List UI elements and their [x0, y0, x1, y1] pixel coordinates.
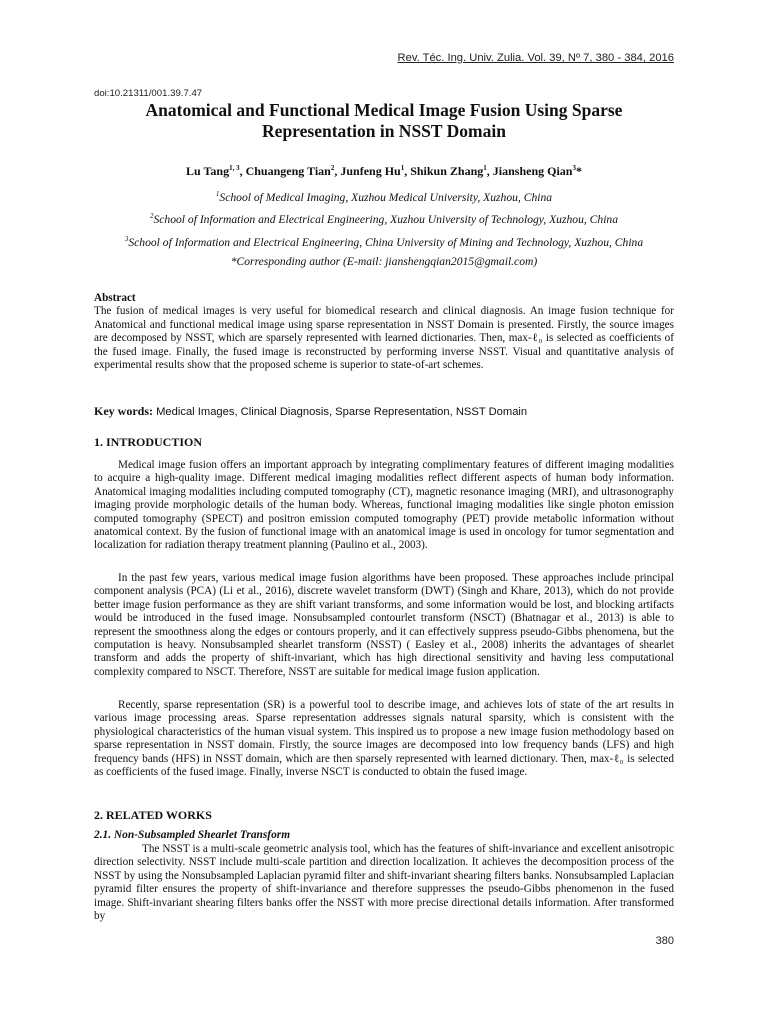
author-separator: ,: [239, 164, 246, 178]
abstract-text: The fusion of medical images is very useful for biomedical research and clinical diagnosis. An image fusion technique for Anatomical and functional medical image using sparse representation in NSST Domain is presented. Firstly, the source images are decomposed by NSST, which are sparsely represented with learned dictionaries. Then, max-ℓ₀ is selected as coefficients of the fused image. Finally, the fused image is reconstructed by performing inverse NSST. Visual and quantitative analysis of experimental results show that the proposed scheme is superior to state-of-art schemes.: [94, 305, 674, 371]
author-affil-sup: 1: [483, 164, 487, 172]
doi: doi:10.21311/001.39.7.47: [94, 88, 203, 99]
affiliation-text: School of Information and Electrical Engineering, China University of Mining and Technology, Xuzhou, China: [128, 235, 644, 249]
affiliation-text: School of Information and Electrical Engineering, Xuzhou University of Technology, Xuzhou, China: [153, 213, 619, 227]
author-affil-sup: 2: [330, 164, 335, 172]
paper-title: Anatomical and Functional Medical Image Fusion Using Sparse Representation in NSST Domain: [145, 100, 623, 141]
author-name: Shikun Zhang: [410, 164, 484, 178]
author-affil-sup: 1, 3: [229, 164, 240, 172]
corresponding-author: *Corresponding author (E-mail: jianshengqian2015@gmail.com): [230, 255, 538, 269]
page-number: 380: [655, 935, 674, 947]
keywords-text: Medical Images, Clinical Diagnosis, Sparse Representation, NSST Domain: [156, 406, 528, 418]
keywords: [94, 404, 674, 419]
journal-reference[interactable]: Rev. Téc. Ing. Univ. Zulia. Vol. 39, Nº 7, 380 - 384, 2016: [397, 52, 674, 64]
affiliation-text: School of Medical Imaging, Xuzhou Medical University, Xuzhou, China: [219, 190, 553, 204]
affiliation: [94, 185, 674, 207]
affiliation-sup: 3: [124, 234, 129, 243]
author-affil-sup: 3: [572, 164, 576, 172]
affiliation-sup: 1: [215, 190, 220, 198]
paragraph: The NSST is a multi-scale geometric analysis tool, which has the features of shift-invariance and excellent anisotropic direction selectivity. NSST include multi-scale partition and direction localization. It achieves the decomposition process of the NSST by using the Nonsubsampled Laplacian pyramid filter and shift-invariant shearing filters banks. Nonsubsampled Laplacian pyramid filter ensures the property of shift-invariance and therefore suppresses the pseudo-Gibbs phenomenon in the fused image. Shift-invariant shearing filters banks offer the NSST with more precise directional details information. After transformed by: [94, 843, 674, 923]
affiliation-sup: 2: [149, 212, 154, 221]
author-name: Lu Tang: [186, 164, 230, 178]
author-name: Chuangeng Tian: [245, 164, 331, 178]
author-separator: ,: [404, 164, 411, 178]
affiliation-list: [94, 185, 674, 272]
section-heading-introduction: 1. INTRODUCTION: [94, 435, 203, 449]
paragraph: Recently, sparse representation (SR) is a powerful tool to describe image, and achieves lots of state of the art results in various image processing areas. Sparse representation addresses signals natural sparsity, which is consistent with the physiological characteristics of the human visual system. This inspired us to propose a new image fusion methodology based on sparse representation in NSST domain. Firstly, the source images are decomposed into low frequency bands (LFS) and high frequency bands (HFS) in NSST domain, which are then sparsely represented with learned dictionary. Then, max-ℓ₀ is selected as coefficients of the fused image. Finally, inverse NSCT is conducted to obtain the fused image.: [94, 699, 674, 779]
author-list: [94, 164, 674, 179]
author-name: Junfeng Hu: [340, 164, 401, 178]
affiliation: [94, 207, 674, 229]
author-separator: ,: [486, 164, 493, 178]
author-affil-sup: 1: [400, 164, 405, 172]
keywords-label: Key words:: [94, 404, 153, 418]
subsection-heading: 2.1. Non-Subsampled Shearlet Transform: [94, 829, 291, 841]
section-heading-related-works: 2. RELATED WORKS: [94, 808, 212, 822]
paragraph: Medical image fusion offers an important approach by integrating complimentary features of different imaging modalities to acquire a high-quality image. Different medical imaging modalities reflect different aspects of human body information. Anatomical imaging modalities including computed tomography (CT), magnetic resonance imaging (MRI), and ultrasonography imaging provide morphologic details of the human body. Whereas, functional imaging modalities like single photon emission computed tomography (SPECT) and positron emission computed tomography (PET) provide metabolic information without anatomical context. By the fusion of functional image with an anatomical image is used in oncology for tumor segmentation and localization for radiation therapy treatment planning (Paulino et al., 2003).: [94, 459, 674, 552]
abstract-heading: Abstract: [94, 292, 136, 304]
paragraph: In the past few years, various medical image fusion algorithms have been proposed. These approaches include principal component analysis (PCA) (Li et al., 2016), discrete wavelet transform (DWT) (Singh and Khare, 2013), which do not provide better image fusion performance as they are shift variant transforms, and some information would be lost, and blocking artifacts would be introduced in the fused image. Nonsubsampled contourlet transform (NSCT) (Bhatnagar et al., 2013) is able to represent the smoothness along the edges or contours properly, and it can effectively suppress pseudo-Gibbs phenomena, but the computation is heavy. Nonsubsampled shearlet transform (NSST) ( Easley et al., 2008) inherits the advantages of shearlet transform and adds the property of shift-invariant, which has high directional sensitivity and having less computational complexity compared to NSCT. Therefore, NSST are suitable for medical image fusion application.: [94, 572, 674, 678]
affiliation: [94, 230, 674, 252]
author-separator: *: [575, 164, 582, 178]
author-separator: ,: [334, 164, 341, 178]
author-name: Jiansheng Qian: [492, 164, 573, 178]
